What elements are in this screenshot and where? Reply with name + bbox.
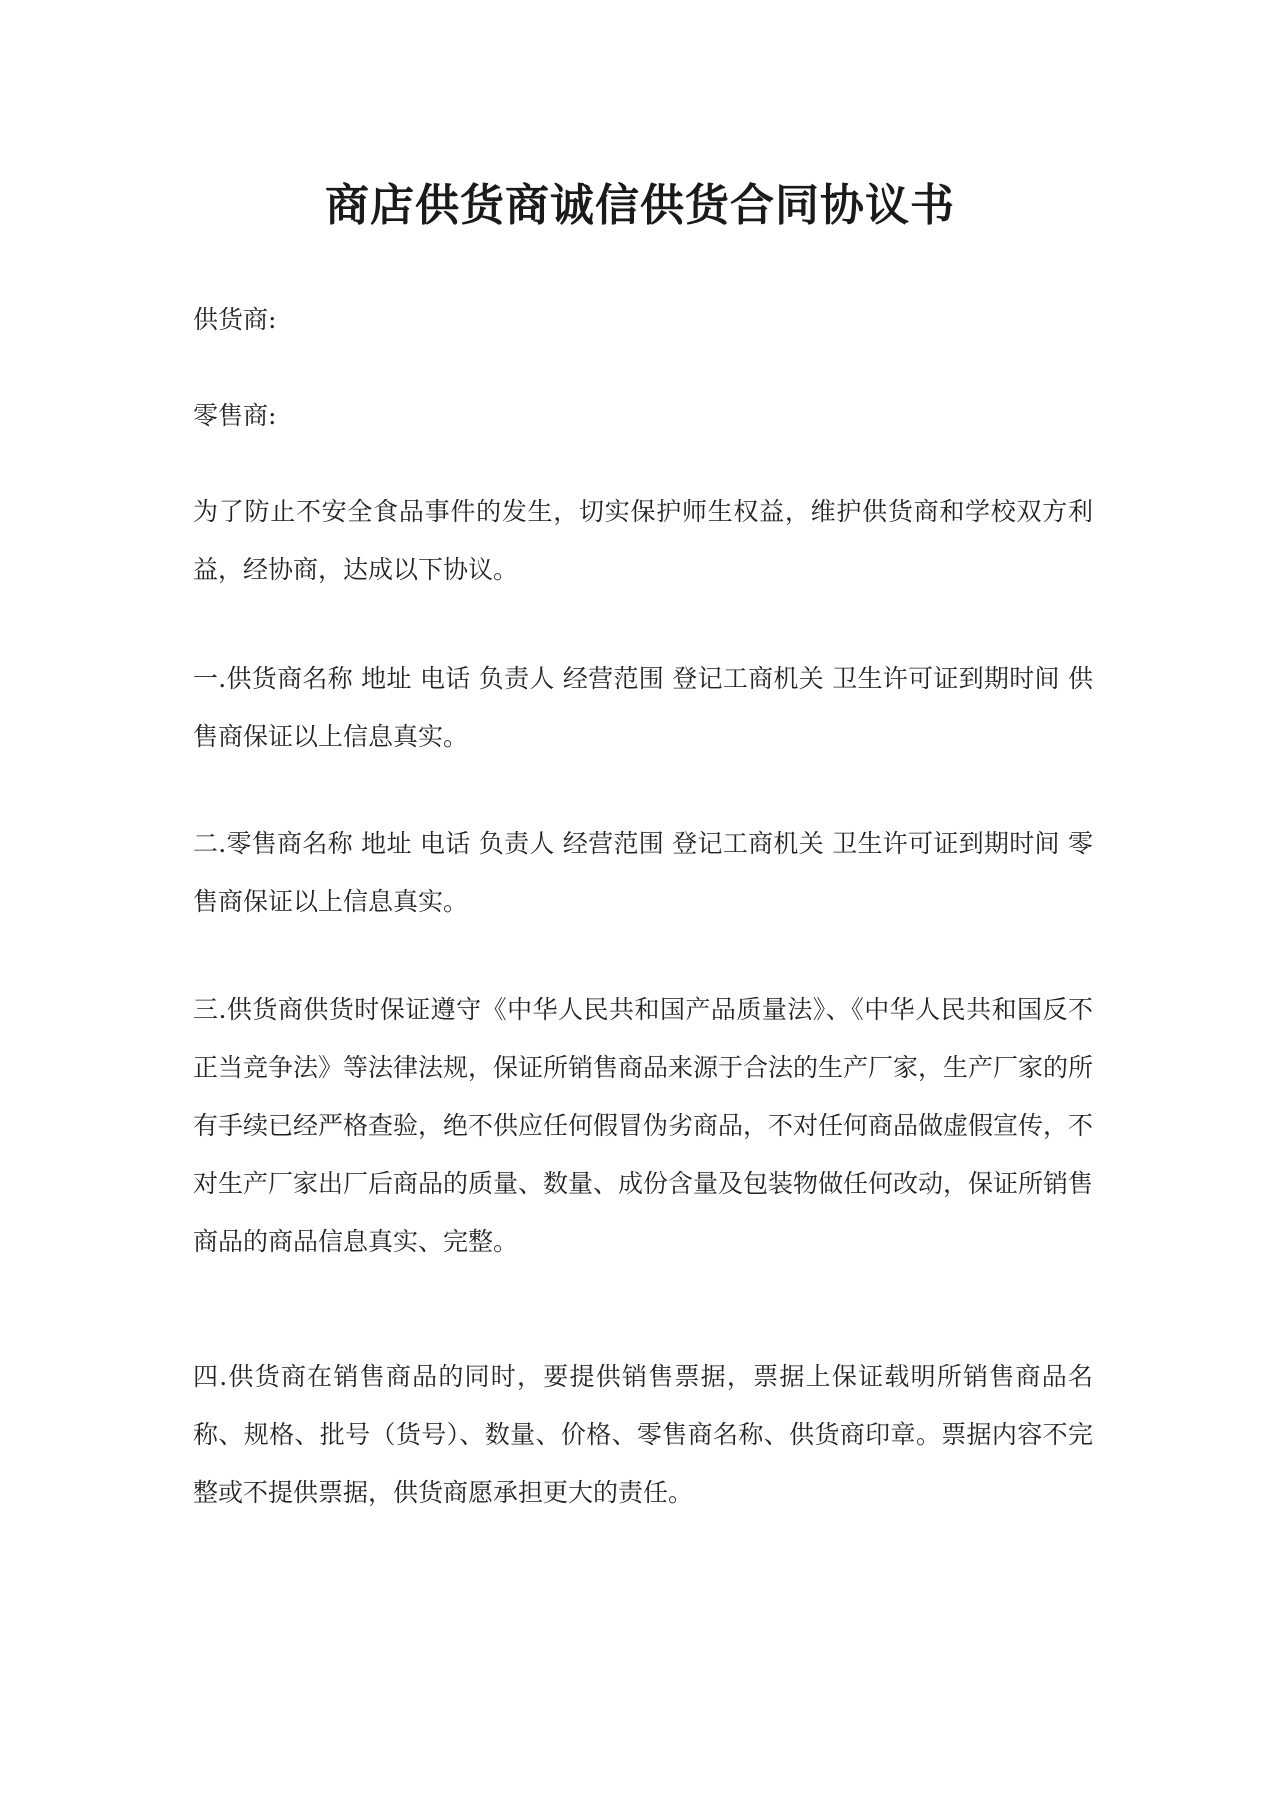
intro-paragraph: 为了防止不安全食品事件的发生，切实保护师生权益，维护供货商和学校双方利益，经协商，达成以下协议。 (193, 497, 1093, 584)
clause-4: 四.供货商在销售商品的同时，要提供销售票据，票据上保证载明所销售商品名称、规格、批号（货号）、数量、价格、零售商名称、供货商印章。票据内容不完整或不提供票据，供货商愿承担更大的责任。 (193, 1362, 1093, 1507)
clause-2: 二.零售商名称 地址 电话 负责人 经营范围 登记工商机关 卫生许可证到期时间 零售商保证以上信息真实。 (193, 829, 1093, 916)
clause-3: 三.供货商供货时保证遵守《中华人民共和国产品质量法》、《中华人民共和国反不正当竞争法》等法律法规，保证所销售商品来源于合法的生产厂家，生产厂家的所有手续已经严格查验，绝不供应任何假冒伪劣商品，不对任何商品做虚假宣传，不对生产厂家出厂后商品的质量、数量、成份含量及包装物做任何改动，保证所销售商品的商品信息真实、完整。 (193, 995, 1094, 1256)
document-title: 商店供货商诚信供货合同协议书 (325, 180, 955, 231)
retailer-label: 零售商: (193, 401, 277, 430)
supplier-label: 供货商: (193, 305, 277, 334)
clause-1: 一.供货商名称 地址 电话 负责人 经营范围 登记工商机关 卫生许可证到期时间 供售商保证以上信息真实。 (193, 664, 1093, 751)
